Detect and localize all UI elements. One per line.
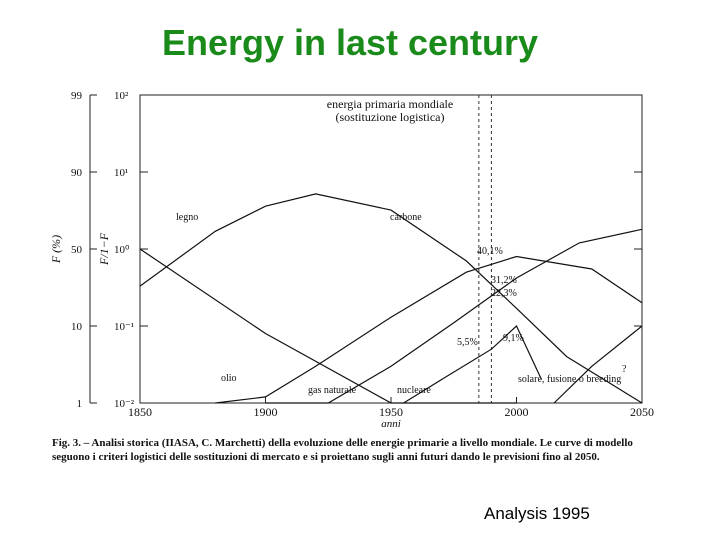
x-tick-label: 2050 xyxy=(630,405,654,419)
chart-annotation: 5,5% xyxy=(457,337,478,348)
ratio-tick-label: 10⁰ xyxy=(114,244,130,256)
chart-annotation: nucleare xyxy=(397,385,431,396)
chart-annotation: olio xyxy=(221,373,237,384)
chart-annotation: 9,1% xyxy=(503,333,524,344)
x-tick-label: 1950 xyxy=(379,405,403,419)
ratio-tick-label: 10¹ xyxy=(114,167,129,179)
ratio-tick-label: 10² xyxy=(114,90,129,102)
chart-labels xyxy=(176,97,627,396)
footer-text: Analysis 1995 xyxy=(484,504,590,523)
chart-subtitle: (sostituzione logistica) xyxy=(335,110,445,124)
chart-annotation: carbone xyxy=(390,212,422,223)
chart-curves xyxy=(140,194,642,403)
chart-annotation: ? xyxy=(622,364,627,375)
series-line-carbone xyxy=(140,194,642,403)
chart-annotation: 31,2% xyxy=(491,275,517,286)
x-tick-label: 1900 xyxy=(253,405,278,419)
chart-annotation: solare, fusione o breeding xyxy=(518,374,622,385)
x-tick-label: 2000 xyxy=(504,405,529,419)
chart-annotation: legno xyxy=(176,212,199,223)
chart-annotation: gas naturale xyxy=(308,385,357,396)
percent-tick-label: 99 xyxy=(71,90,82,102)
x-tick-label: 1850 xyxy=(128,405,152,419)
series-line-solare-fusione-o-breeding xyxy=(554,326,642,403)
percent-tick-label: 1 xyxy=(76,398,82,410)
ratio-tick-label: 10⁻¹ xyxy=(114,321,135,333)
chart-annotation: 40,1% xyxy=(477,246,503,257)
slide-title: Energy in last century xyxy=(161,22,539,63)
figure-caption: Fig. 3. – Analisi storica (IIASA, C. Marchetti) della evoluzione delle energie primarie a livello mondiale. Le curve di modello seguono i criteri logistici delle sostituzioni di mercato e si proiettano sugli anni futuri dando le previsioni fino al 2050. xyxy=(52,437,633,463)
series-line-legno xyxy=(140,249,517,403)
x-axis-label: anni xyxy=(381,418,401,430)
chart-annotation: 22,3% xyxy=(491,288,517,299)
y-axis-label-percent: F (%) xyxy=(49,234,63,264)
percent-tick-label: 50 xyxy=(71,244,82,256)
percent-tick-label: 10 xyxy=(71,321,82,333)
y-axis-label-ratio: F/1−F xyxy=(97,232,111,266)
percent-tick-label: 90 xyxy=(71,167,82,179)
ratio-tick-label: 10⁻² xyxy=(114,398,135,410)
chart-title: energia primaria mondiale xyxy=(326,97,454,111)
